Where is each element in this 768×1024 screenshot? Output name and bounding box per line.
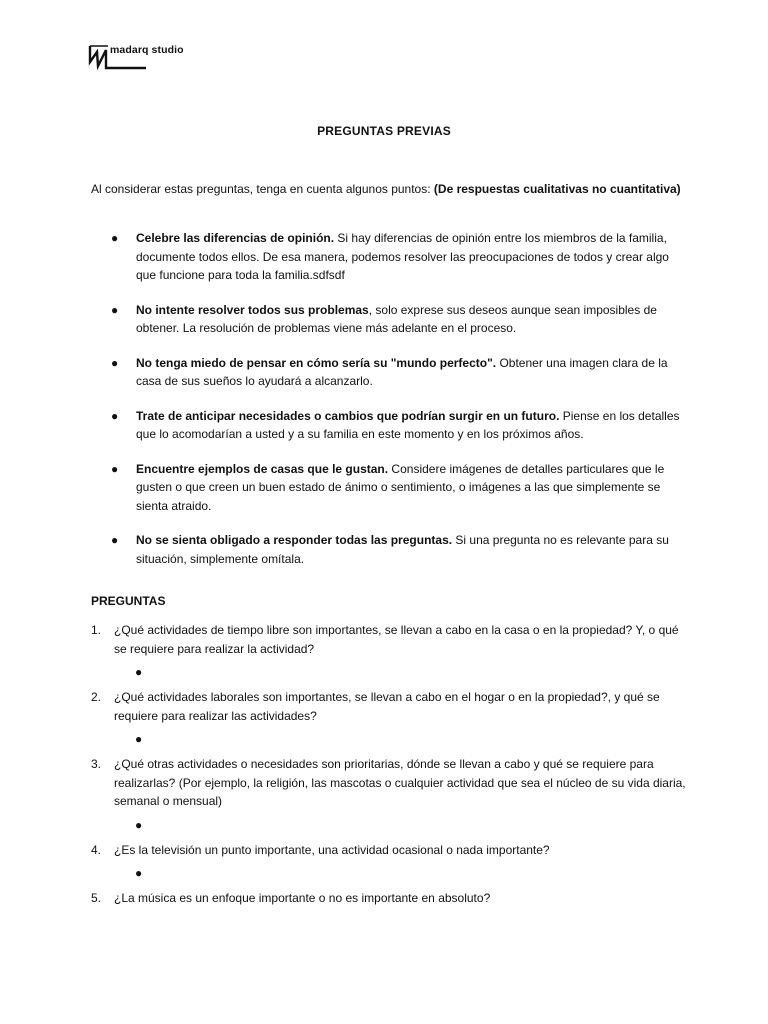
tip-bold: No se sienta obligado a responder todas las preguntas. [136, 533, 453, 547]
answer-slot[interactable] [91, 725, 691, 755]
answer-slot[interactable] [91, 859, 691, 889]
question-text: ¿La música es un enfoque importante o no es importante en absoluto? [114, 891, 491, 905]
bullet-icon: ● [135, 866, 143, 880]
tip-item [91, 301, 681, 338]
bullet-icon: ● [111, 533, 119, 547]
page-title: PREGUNTAS PREVIAS [317, 124, 451, 138]
tips-list [91, 229, 681, 584]
tip-bold: Trate de anticipar necesidades o cambios que podrían surgir en un futuro. [136, 408, 560, 423]
question-text: ¿Qué actividades laborales son importantes, se llevan a cabo en el hogar o en la propiedad?, y qué se requiere para realizar las actividades? [114, 690, 660, 723]
question-number: 2. [91, 690, 102, 704]
intro-paragraph [91, 180, 681, 198]
answer-slot[interactable] [91, 811, 691, 841]
tip-text: Si una pregunta no es relevante para su situación, simplemente omítala. [136, 533, 669, 566]
tip-item [91, 407, 681, 444]
tip-item [91, 531, 681, 568]
tip-text: Obtener una imagen clara de la casa de sus sueños lo ayudará a alcanzarlo. [136, 355, 668, 388]
bullet-icon: ● [111, 302, 119, 317]
bullet-icon: ● [111, 461, 119, 476]
question-number: 1. [91, 623, 102, 637]
tip-bold: No intente resolver todos sus problemas [136, 302, 369, 317]
question-number: 3. [91, 757, 102, 771]
tip-item [91, 229, 681, 285]
bullet-icon: ● [135, 665, 143, 679]
question-item [91, 755, 691, 811]
questions-heading: PREGUNTAS [91, 594, 166, 608]
question-item [91, 621, 691, 658]
question-text: ¿Es la televisión un punto importante, una actividad ocasional o nada importante? [114, 842, 550, 857]
intro-bold: (De respuestas cualitativas no cuantitativa) [433, 182, 681, 196]
brand-logo [88, 40, 198, 72]
tip-text: Piense en los detalles que lo acomodarían a usted y a su familia en este momento y en los próximos años. [136, 408, 680, 441]
question-number: 4. [91, 842, 102, 857]
question-item [91, 841, 691, 860]
tip-item [91, 354, 681, 391]
bullet-icon: ● [111, 355, 119, 370]
tip-text: Considere imágenes de detalles particulares que le gusten o que creen un buen estado de ánimo o sentimiento, o imágenes a las que simplemente se sienta atraido. [136, 461, 665, 513]
bullet-icon: ● [111, 408, 119, 423]
logo-text: madarq studio [110, 44, 184, 56]
tip-bold: No tenga miedo de pensar en cómo sería su "mundo perfecto". [136, 355, 497, 370]
question-text: ¿Qué otras actividades o necesidades son prioritarias, dónde se llevan a cabo y qué se requiere para realizarlas? (Por ejemplo, la religión, las mascotas o cualquier actividad que sea el núcleo de su vida diaria, semanal o mensual) [114, 757, 686, 808]
tip-bold: Encuentre ejemplos de casas que le gustan. [136, 461, 389, 476]
question-item [91, 889, 691, 908]
tip-text: , solo exprese sus deseos aunque sean imposibles de obtener. La resolución de problemas viene más adelante en el proceso. [136, 302, 657, 335]
questions-list [91, 621, 691, 908]
question-item [91, 688, 691, 725]
tip-bold: Celebre las diferencias de opinión. [136, 231, 335, 245]
question-number: 5. [91, 891, 102, 905]
intro-lead: Al considerar estas preguntas, tenga en cuenta algunos puntos: [91, 182, 434, 196]
question-text: ¿Qué actividades de tiempo libre son importantes, se llevan a cabo en la casa o en la propiedad? Y, o qué se requiere para realizar la actividad? [114, 623, 679, 656]
answer-slot[interactable] [91, 658, 691, 688]
bullet-icon: ● [135, 817, 143, 832]
tip-text: Si hay diferencias de opinión entre los miembros de la familia, documente todos ellos. De esa manera, podemos resolver las preocupaciones de todos y crear algo que funcione para toda la familia.sdfsdf [136, 231, 669, 282]
bullet-icon: ● [135, 732, 143, 746]
tip-item [91, 460, 681, 516]
bullet-icon: ● [111, 231, 119, 245]
